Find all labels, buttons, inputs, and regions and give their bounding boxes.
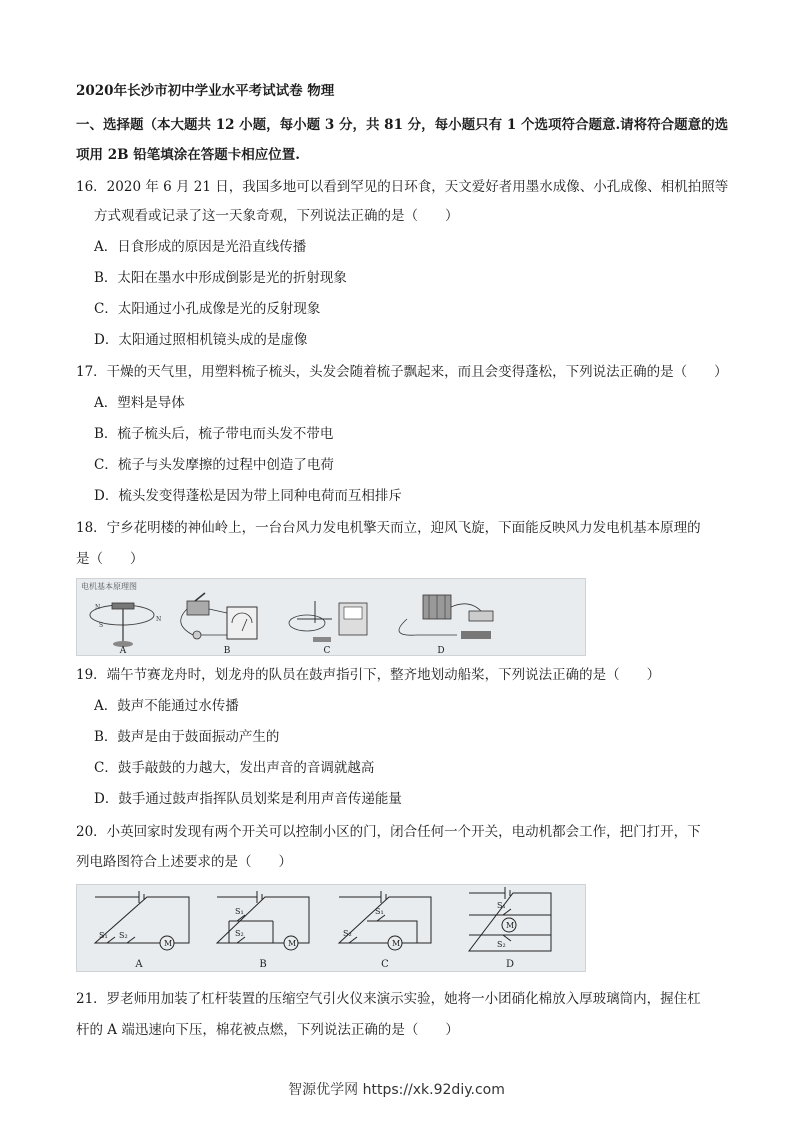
q18-figure-label-c: C bbox=[323, 646, 331, 655]
q21-stem-line1: 21．罗老师用加装了杠杆装置的压缩空气引火仪来演示实验，她将一小团硝化棉放入厚玻璃筒内，握住杠 bbox=[76, 991, 701, 1007]
q20-a-s1-label: S₁ bbox=[99, 931, 108, 940]
q20-stem-line1: 20．小英回家时发现有两个开关可以控制小区的门，闭合任何一个开关，电动机都会工作，把门打开，下 bbox=[76, 824, 701, 840]
svg-text:N: N bbox=[95, 604, 101, 611]
q20-d-motor-label: M bbox=[506, 921, 515, 930]
q20-c-s1-label: S₁ bbox=[375, 907, 384, 916]
q19-option-c: C．鼓手敲鼓的力越大，发出声音的音调就越高 bbox=[94, 760, 375, 776]
q20-d-s2-label: S₂ bbox=[497, 940, 506, 949]
q20-b-motor-label: M bbox=[288, 939, 297, 948]
q19-stem-line1: 19．端午节赛龙舟时，划龙舟的队员在鼓声指引下，整齐地划动船桨，下列说法正确的是（ ） bbox=[76, 667, 661, 683]
q20-c-s2-label: S₂ bbox=[343, 929, 352, 938]
q17-option-a: A．塑料是导体 bbox=[94, 395, 185, 411]
svg-text:N: N bbox=[156, 616, 162, 623]
q16-stem-line2: 方式观看或记录了这一天象奇观，下列说法正确的是（ ） bbox=[94, 208, 459, 224]
section-heading-line2: 项用 2B 铅笔填涂在答题卡相应位置. bbox=[76, 147, 300, 163]
q19-option-a: A．鼓声不能通过水传播 bbox=[94, 698, 239, 714]
q20-figure-label-b: B bbox=[259, 959, 267, 970]
q18-figure-c-rails bbox=[289, 601, 367, 642]
q20-circuit-c bbox=[339, 891, 431, 950]
q20-figure-label-d: D bbox=[505, 959, 515, 970]
q18-figure-a-magnet-stand bbox=[90, 603, 161, 647]
q21-stem-line2: 杆的 A 端迅速向下压，棉花被点燃，下列说法正确的是（ ） bbox=[76, 1022, 459, 1038]
q18-stem-line2: 是（ ） bbox=[76, 551, 144, 567]
q18-figure-caption: 电机基本原理图 bbox=[81, 582, 137, 591]
q16-option-a: A．日食形成的原因是光沿直线传播 bbox=[94, 239, 307, 255]
q20-b-s1-label: S₁ bbox=[235, 907, 244, 916]
q20-circuit-d bbox=[469, 887, 551, 951]
q20-c-motor-label: M bbox=[392, 939, 401, 948]
exam-title: 2020年长沙市初中学业水平考试试卷 物理 bbox=[76, 83, 335, 99]
q17-option-b: B．梳子梳头后，梳子带电而头发不带电 bbox=[94, 426, 334, 442]
q18-stem-line1: 18．宁乡花明楼的神仙岭上，一台台风力发电机擎天而立，迎风飞旋，下面能反映风力发电机基本原理的 bbox=[76, 520, 701, 536]
q17-stem-line1: 17．干燥的天气里，用塑料梳子梳头，头发会随着梳子飘起来，而且会变得蓬松，下列说法正确的是（ ） bbox=[76, 364, 728, 380]
q16-option-d: D．太阳通过照相机镜头成的是虚像 bbox=[94, 332, 308, 348]
q18-figure-b-galvanometer bbox=[181, 593, 257, 639]
q16-option-b: B．太阳在墨水中形成倒影是光的折射现象 bbox=[94, 270, 347, 286]
q20-circuit-a bbox=[95, 891, 189, 950]
q20-d-s1-label: S₁ bbox=[497, 901, 506, 910]
q20-b-s2-label: S₂ bbox=[235, 929, 244, 938]
q19-option-d: D．鼓手通过鼓声指挥队员划桨是利用声音传递能量 bbox=[94, 791, 402, 807]
q20-figure-label-a: A bbox=[135, 959, 143, 970]
q20-stem-line2: 列电路图符合上述要求的是（ ） bbox=[76, 854, 292, 870]
q18-figure-label-d: D bbox=[437, 646, 445, 655]
q20-figure-circuits bbox=[76, 884, 586, 972]
q18-figure-apparatus bbox=[76, 578, 586, 656]
q17-option-c: C．梳子与头发摩擦的过程中创造了电荷 bbox=[94, 457, 334, 473]
q20-figure-label-c: C bbox=[381, 959, 389, 970]
q20-a-motor-label: M bbox=[164, 939, 173, 948]
q16-stem-line1: 16．2020 年 6 月 21 日，我国多地可以看到罕见的日环食，天文爱好者用墨水成像、小孔成像、相机拍照等 bbox=[76, 179, 729, 195]
q18-figure-label-b: B bbox=[223, 646, 231, 655]
q19-option-b: B．鼓声是由于鼓面振动产生的 bbox=[94, 729, 280, 745]
svg-text:S: S bbox=[99, 622, 104, 629]
q20-a-s2-label: S₂ bbox=[119, 931, 128, 940]
q16-option-c: C．太阳通过小孔成像是光的反射现象 bbox=[94, 301, 321, 317]
q17-option-d: D．梳头发变得蓬松是因为带上同种电荷而互相排斥 bbox=[94, 488, 402, 504]
q18-figure-label-a: A bbox=[119, 646, 127, 655]
footer-watermark: 智源优学网 https://xk.92diy.com bbox=[288, 1082, 505, 1098]
q18-figure-d-battery bbox=[399, 595, 493, 639]
section-heading-line1: 一、选择题（本大题共 12 小题，每小题 3 分，共 81 分，每小题只有 1 个选项符合题意.请将符合题意的选 bbox=[76, 117, 729, 133]
